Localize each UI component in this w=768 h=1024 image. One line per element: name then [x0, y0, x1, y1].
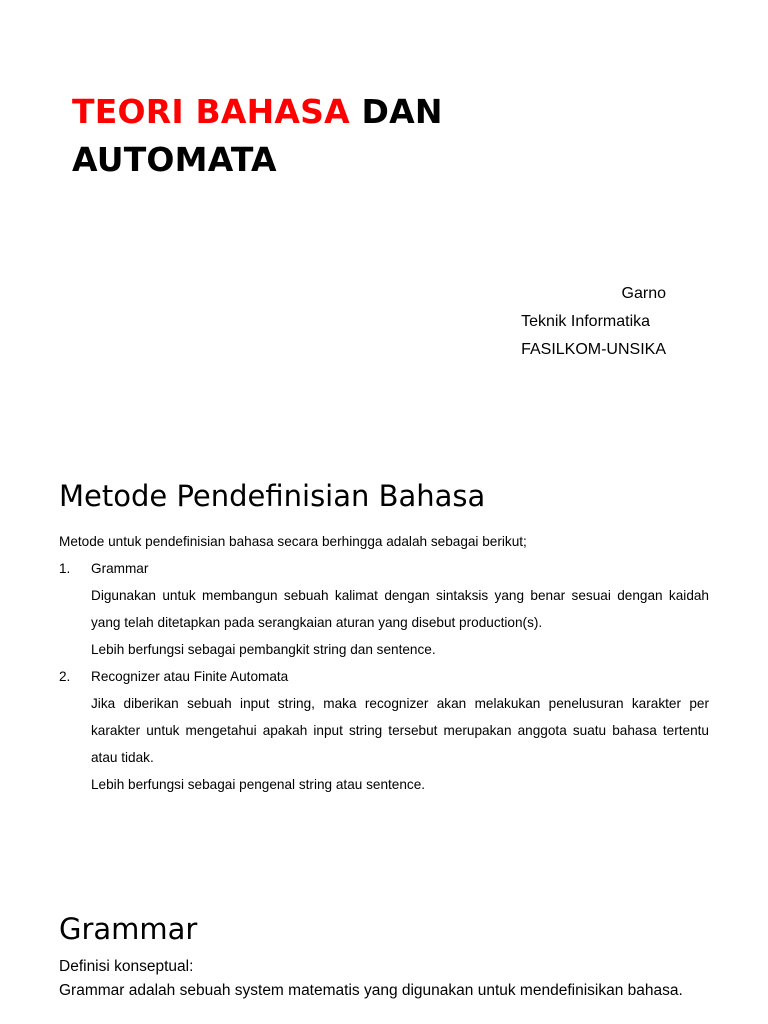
- list-item-number: 2.: [59, 669, 71, 684]
- list-item: [59, 555, 709, 663]
- grammar-definition-text: Grammar adalah sebuah system matematis yang digunakan untuk mendefinisikan bahasa.: [59, 982, 683, 999]
- document-title: [72, 88, 443, 184]
- author-faculty: FASILKOM-UNSIKA: [521, 341, 666, 358]
- list-item-label: Recognizer atau Finite Automata: [91, 669, 289, 684]
- section-heading-grammar: Grammar: [59, 912, 198, 946]
- grammar-definition-label: Definisi konseptual:: [59, 958, 194, 975]
- list-item-note: Lebih berfungsi sebagai pengenal string atau sentence.: [91, 777, 426, 792]
- list-item-content: [91, 555, 709, 663]
- author-block: [521, 280, 666, 364]
- author-name: Garno: [621, 285, 666, 302]
- list-item: [59, 663, 709, 798]
- author-department: Teknik Informatika: [521, 313, 651, 330]
- section-body-grammar: [59, 955, 739, 1003]
- list-item-label: Grammar: [91, 561, 149, 576]
- list-item-note: Lebih berfungsi sebagai pembangkit string dan sentence.: [91, 642, 436, 657]
- list-item-description: Jika diberikan sebuah input string, maka recognizer akan melakukan penelusuran karakter per karakter untuk mengetahui apakah input string tersebut merupakan anggota suatu bahasa tertentu atau tidak.: [91, 696, 709, 765]
- list-item-number: 1.: [59, 561, 71, 576]
- list-item-content: [91, 663, 709, 798]
- section-intro: Metode untuk pendefinisian bahasa secara berhingga adalah sebagai berikut;: [59, 534, 527, 549]
- title-black-part: DAN: [349, 92, 443, 131]
- list-item-description: Digunakan untuk membangun sebuah kalimat dengan sintaksis yang benar sesuai dengan kaidah yang telah ditetapkan pada serangkaian aturan yang disebut production(s).: [91, 588, 709, 630]
- section-body-metode: [59, 528, 709, 798]
- title-line-2: AUTOMATA: [72, 140, 277, 179]
- section-heading-metode: Metode Pendefinisian Bahasa: [59, 479, 486, 513]
- title-red-part: TEORI BAHASA: [72, 92, 350, 131]
